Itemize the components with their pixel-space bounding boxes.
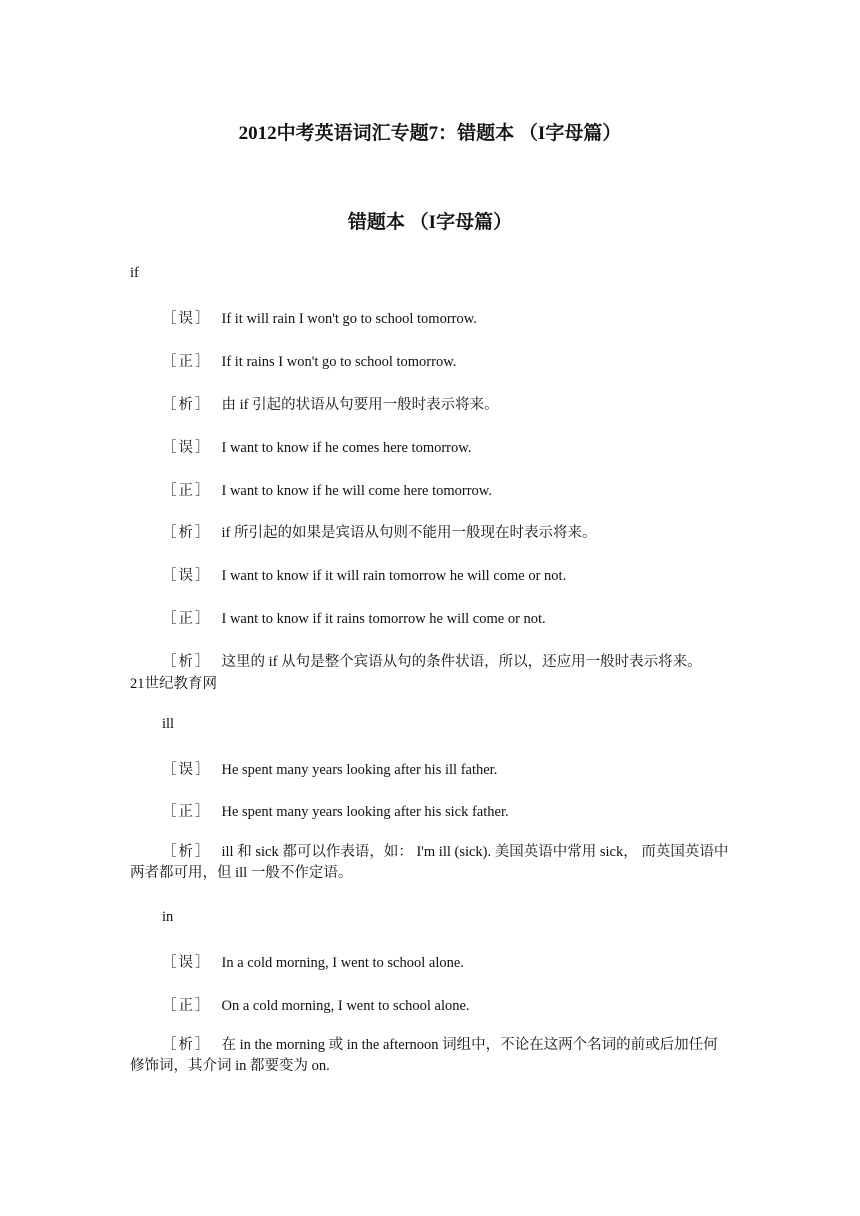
tag-wrong: ［误］	[162, 762, 212, 778]
entry-text: I want to know if it rains tomorrow he will come or not.	[221, 611, 546, 627]
tag-right: ［正］	[162, 354, 212, 370]
entry-text: On a cold morning, I went to school alone.	[221, 998, 470, 1014]
entry-wrong	[162, 564, 566, 585]
tag-wrong: ［误］	[162, 568, 212, 584]
tag-analysis: ［析］	[162, 397, 212, 413]
document-title: 2012中考英语词汇专题7：错题本 （I字母篇）	[238, 123, 622, 144]
entry-analysis	[130, 842, 730, 884]
source-note: 21世纪教育网	[130, 676, 217, 692]
entry-text: 这里的 if 从句是整个宾语从句的条件状语，所以，还应用一般时表示将来。	[221, 654, 702, 670]
tag-wrong: ［误］	[162, 440, 212, 456]
tag-wrong: ［误］	[162, 311, 212, 327]
entry-wrong	[162, 436, 471, 457]
entry-text: I want to know if it will rain tomorrow he will come or not.	[221, 568, 567, 584]
word-heading-if: if	[130, 265, 139, 281]
tag-right: ［正］	[162, 611, 212, 627]
entry-wrong	[162, 951, 464, 972]
entry-text: I want to know if he will come here tomorrow.	[221, 483, 492, 499]
entry-right	[162, 994, 470, 1015]
entry-text: He spent many years looking after his ill father.	[221, 762, 498, 778]
entry-right	[162, 479, 492, 500]
entry-analysis	[130, 1035, 730, 1077]
tag-analysis: ［析］	[162, 844, 212, 860]
entry-text: 由 if 引起的状语从句要用一般时表示将来。	[221, 397, 499, 413]
entry-text: ill 和 sick 都可以作表语，如： I'm ill (sick). 美国英语中常用 sick， 而英国英语中两者都可用，但 ill 一般不作定语。	[130, 844, 729, 881]
entry-text: if 所引起的如果是宾语从句则不能用一般现在时表示将来。	[221, 525, 597, 541]
word-heading-ill: ill	[162, 716, 175, 732]
entry-analysis	[162, 521, 596, 542]
entry-wrong	[162, 758, 497, 779]
tag-analysis: ［析］	[162, 525, 212, 541]
entry-text: I want to know if he comes here tomorrow.	[221, 440, 472, 456]
word-heading-in: in	[162, 909, 174, 925]
tag-right: ［正］	[162, 998, 212, 1014]
entry-text: If it will rain I won't go to school tomorrow.	[221, 311, 477, 327]
tag-wrong: ［误］	[162, 955, 212, 971]
tag-analysis: ［析］	[162, 654, 212, 670]
entry-text: 在 in the morning 或 in the afternoon 词组中，不论在这两个名词的前或后加任何修饰词，其介词 in 都要变为 on.	[130, 1037, 718, 1074]
entry-right	[162, 350, 456, 371]
entry-text: If it rains I won't go to school tomorrow.	[221, 354, 457, 370]
section-title: 错题本 （I字母篇）	[347, 212, 513, 233]
entry-analysis	[162, 650, 702, 671]
entry-text: In a cold morning, I went to school alone.	[221, 955, 464, 971]
entry-right	[162, 607, 546, 628]
tag-right: ［正］	[162, 483, 212, 499]
entry-wrong	[162, 307, 477, 328]
entry-analysis	[162, 393, 499, 414]
tag-right: ［正］	[162, 804, 212, 820]
entry-text: He spent many years looking after his sick father.	[221, 804, 509, 820]
tag-analysis: ［析］	[162, 1037, 212, 1053]
entry-right	[162, 800, 509, 821]
